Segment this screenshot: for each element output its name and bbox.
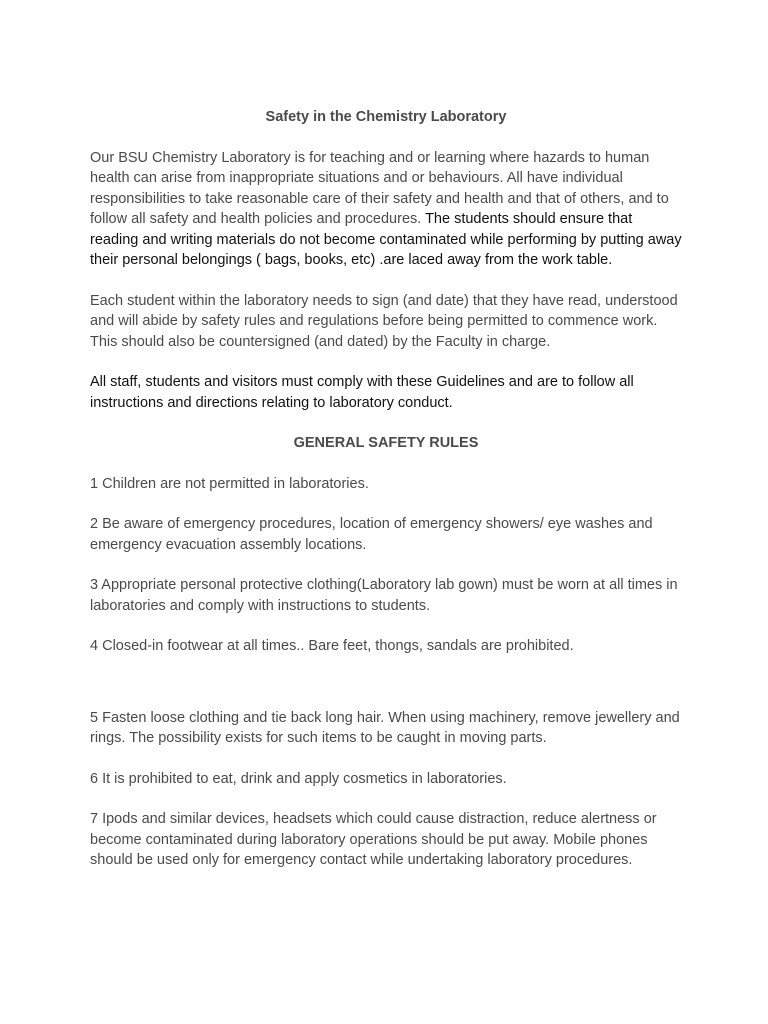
intro-emphasis-text: The students should ensure that reading and writing materials do not become contaminated while performing by putting away their personal belongings ( bags, books, etc) .are laced away from the work table.	[90, 211, 682, 268]
rule-item: 2 Be aware of emergency procedures, location of emergency showers/ eye washes and emergency evacuation assembly locations.	[90, 516, 653, 553]
rule-item: 1 Children are not permitted in laboratories.	[90, 475, 369, 492]
intro-lead-text: Our BSU Chemistry Laboratory is for teaching and or learning where hazards to human health can arise from inappropriate situations and or behaviours. All have individual responsibilities to take reasonable care of their safety and health and that of others, and to follow all safety and health policies and procedures.	[90, 149, 669, 227]
rule-item: 4 Closed-in footwear at all times.. Bare feet, thongs, sandals are prohibited.	[90, 638, 574, 654]
rule-item: 6 It is prohibited to eat, drink and apply cosmetics in laboratories.	[90, 770, 507, 787]
blank-line	[90, 677, 682, 708]
rule-item: 5 Fasten loose clothing and tie back long hair. When using machinery, remove jewellery and rings. The possibility exists for such items to be caught in moving parts.	[90, 709, 680, 746]
document-body	[90, 107, 682, 891]
intro-paragraph	[90, 148, 682, 271]
rule-item: 7 Ipods and similar devices, headsets which could cause distraction, reduce alertness or become contaminated during laboratory operations should be put away. Mobile phones should be used only for emergency contact while undertaking laboratory procedures.	[90, 811, 657, 868]
rule-item: 3 Appropriate personal protective clothing(Laboratory lab gown) must be worn at all times in laboratories and comply with instructions to students.	[90, 577, 678, 614]
compliance-paragraph: All staff, students and visitors must comply with these Guidelines and are to follow all instructions and directions relating to laboratory conduct.	[90, 374, 634, 411]
sign-paragraph: Each student within the laboratory needs to sign (and date) that they have read, understood and will abide by safety rules and regulations before being permitted to commence work. This should also be countersigned (and dated) by the Faculty in charge.	[90, 292, 678, 350]
document-title: Safety in the Chemistry Laboratory	[265, 109, 507, 125]
section-title: GENERAL SAFETY RULES	[293, 435, 479, 451]
